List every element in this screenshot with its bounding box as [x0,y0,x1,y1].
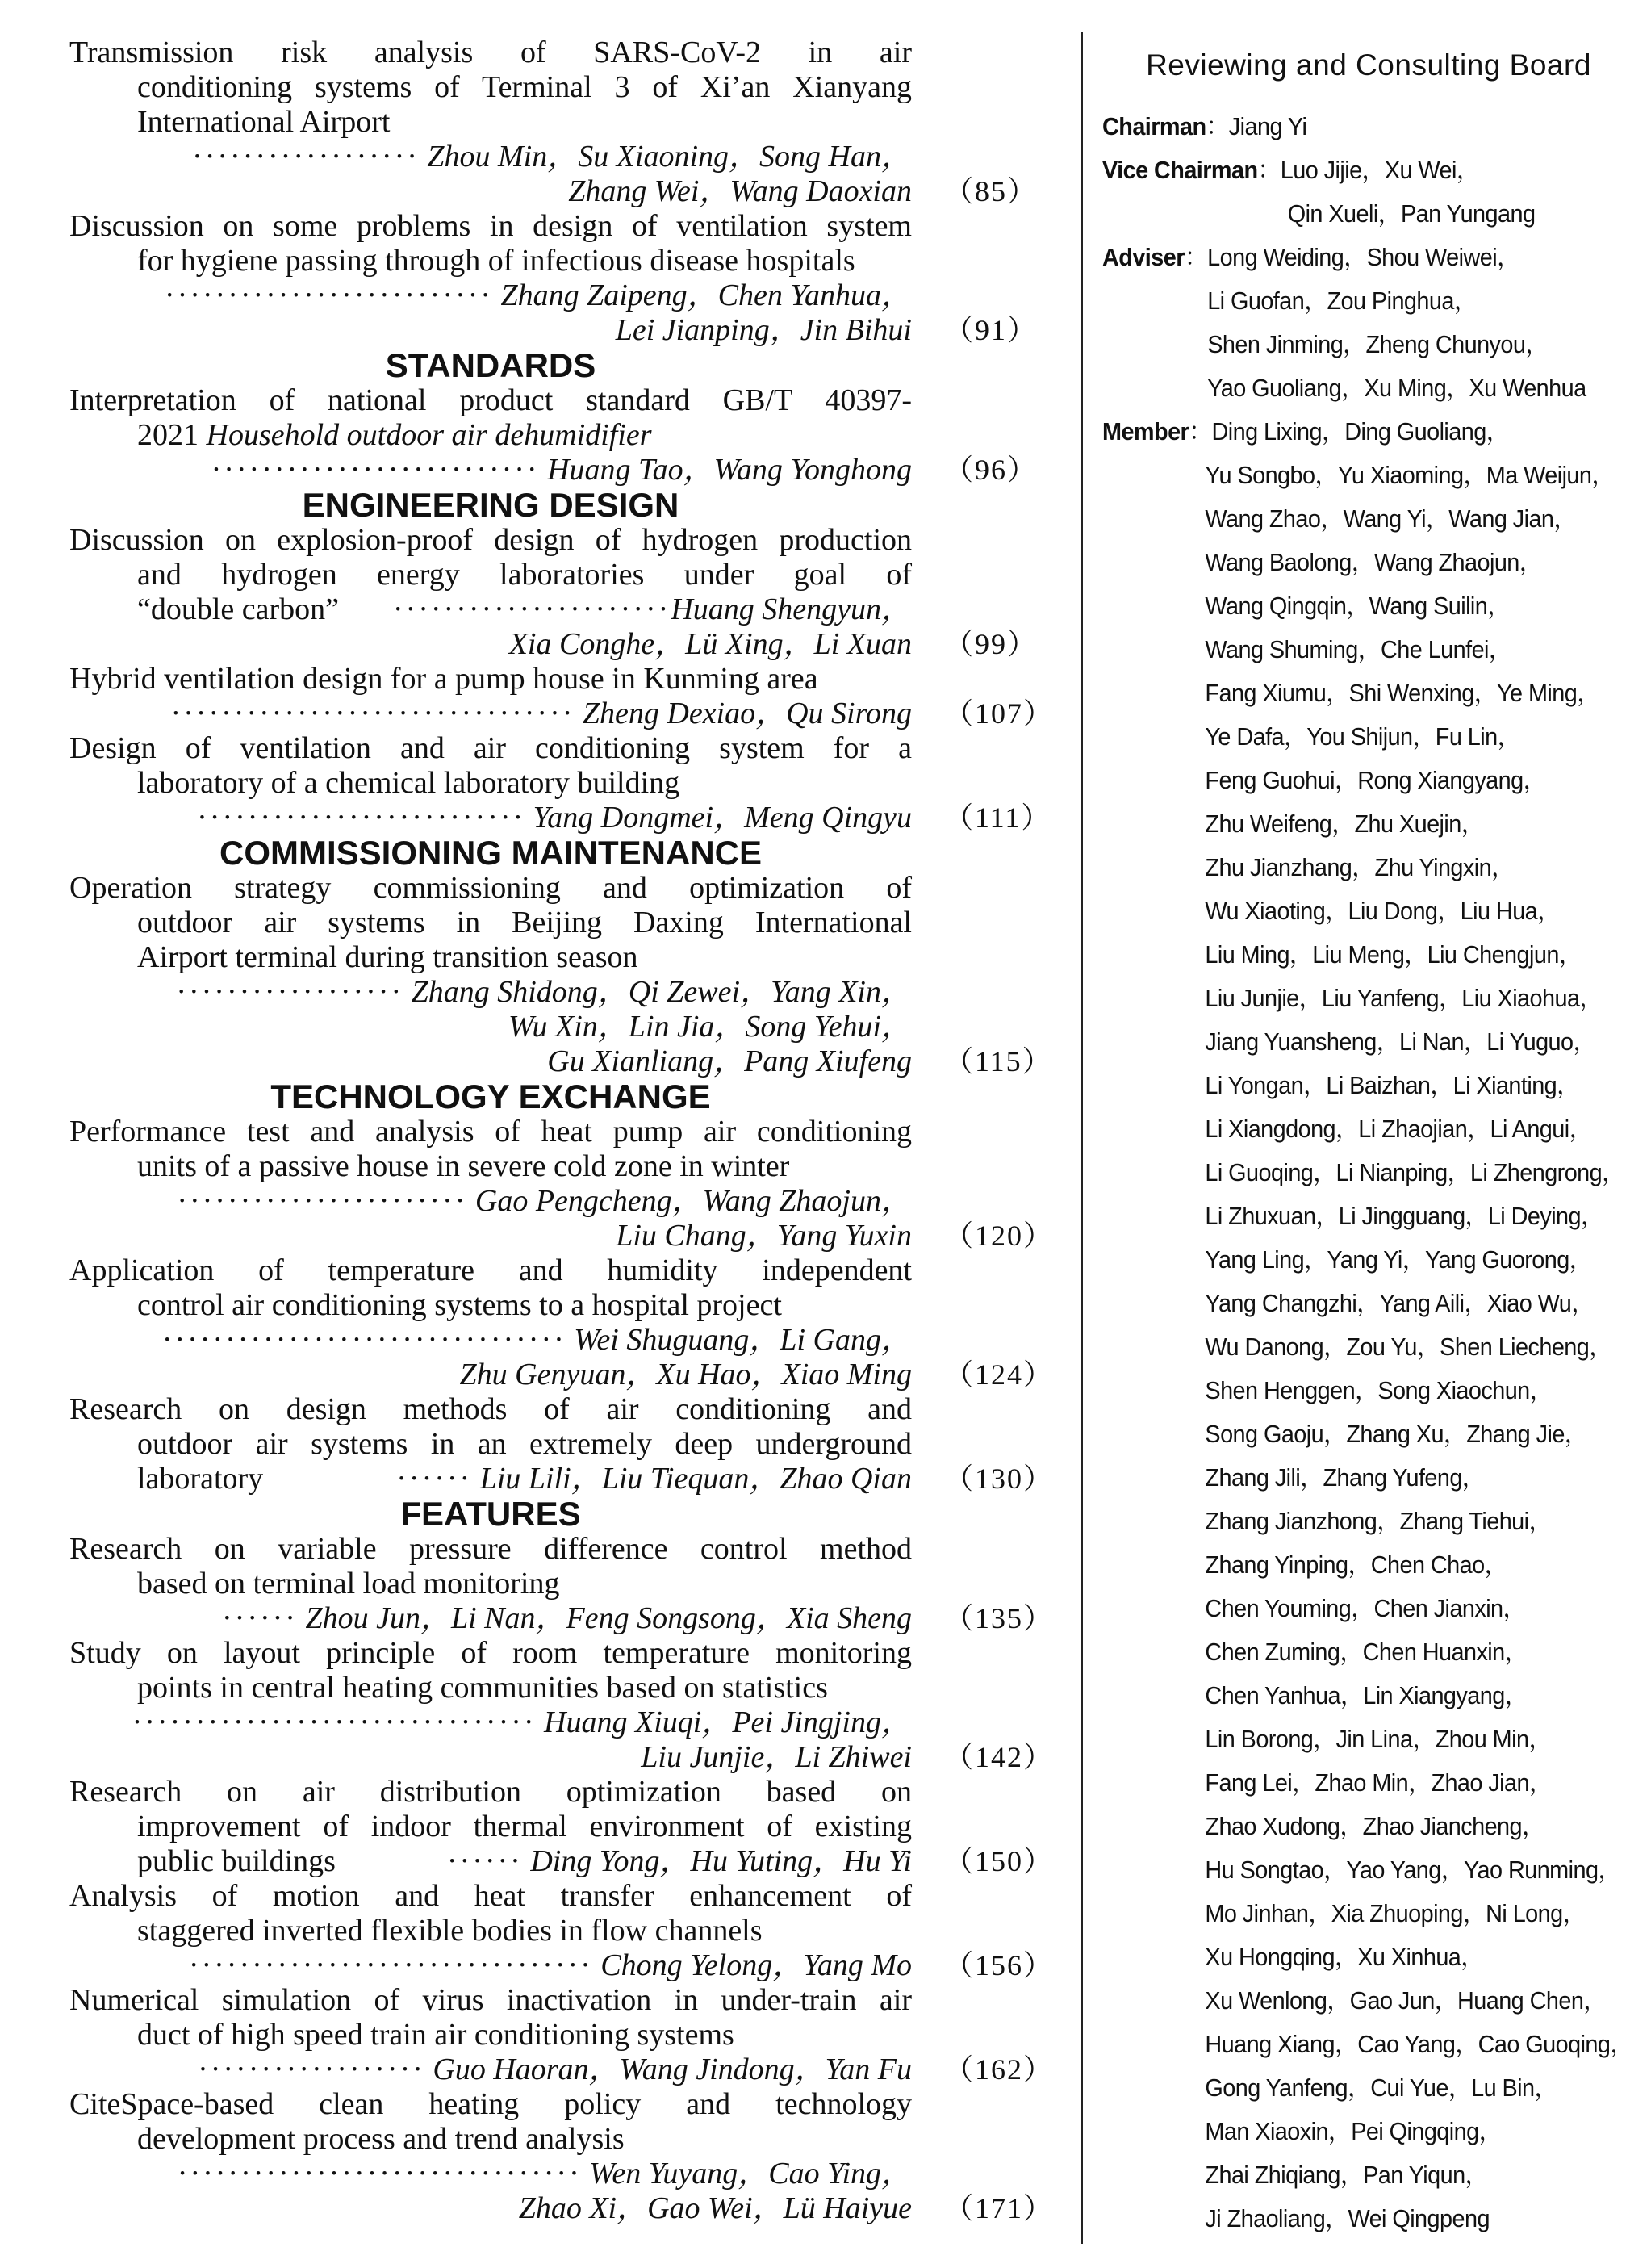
page-number: （135） [944,1602,1055,1634]
title-text: Airport terminal during transition season [137,940,638,974]
board-names: Yang Changzhi，Yang Aili，Xiao Wu， [1205,1289,1595,1317]
title-text: Numerical simulation of virus inactivation in under-train air [69,1983,912,2017]
leader-dots: ································ [132,1705,537,1739]
author-names: Liu Chang，Yang Yuxin [616,1219,912,1253]
page-number: （99） [944,628,1039,660]
article-title-line [69,1288,912,1323]
article-title-line [69,1844,912,1879]
article-title-line [69,592,912,627]
board-row [1102,2110,1598,2153]
page-number: （111） [944,801,1052,834]
title-text: Research on air distribution optimization based on [69,1775,912,1809]
author-line [69,2052,912,2087]
article-title-line [69,1392,912,1427]
board-names: Shen Jinming，Zheng Chunyou， [1207,330,1549,358]
author-names: Gao Pengcheng，Wang Zhaojun， [474,1184,912,1218]
board-list [1102,105,1635,2241]
role-separator: ： [1189,417,1212,446]
board-role-member: Member [1102,417,1189,446]
board-names: Yu Songbo，Yu Xiaoming，Ma Weijun， [1205,461,1615,489]
board-names: Luo Jijie，Xu Wei， [1280,156,1480,184]
board-names: Song Gaoju，Zhang Xu，Zhang Jie， [1205,1420,1588,1448]
board-names: Qin Xueli，Pan Yungang [1287,199,1536,228]
board-row [1102,846,1598,889]
board-names: Long Weiding，Shou Weiwei， [1207,243,1520,271]
board-row [1102,366,1598,410]
article-title-line [69,2018,912,2052]
board-names: Wang Baolong，Wang Zhaojun， [1205,548,1543,576]
board-names: Liu Junjie，Liu Yanfeng，Liu Xiaohua， [1205,984,1603,1012]
author-names: Zhang Zaipeng，Chen Yanhua， [500,278,912,312]
board-names: Wu Xiaoting，Liu Dong，Liu Hua， [1205,897,1561,925]
title-text: points in central heating communities based on statistics [137,1671,828,1705]
board-row [1102,2023,1633,2066]
board-names: Li Guofan，Zou Pinghua， [1207,287,1478,315]
author-line [69,1740,912,1775]
author-names: Yang Dongmei，Meng Qingyu [533,801,912,835]
title-text: “double carbon” [137,592,340,626]
toc-entry [69,1983,1055,2087]
section-heading: ENGINEERING DESIGN [302,486,679,524]
board-row [1102,977,1603,1020]
board-row [1102,1500,1598,1543]
board-names: Shen Henggen，Song Xiaochun， [1205,1376,1553,1404]
article-title-line [69,418,912,453]
article-title-line [69,662,912,697]
board-row [1102,1805,1598,1848]
author-names: Wei Shuguang，Li Gang， [574,1323,912,1357]
board-names: Hu Songtao，Yao Yang，Yao Runming， [1205,1856,1621,1884]
title-text: CiteSpace-based clean heating policy and technology [69,2087,912,2121]
board-row [1102,149,1598,192]
article-title-line [69,940,912,975]
article-title-line [69,1775,912,1810]
leader-dots: ································ [161,1323,566,1357]
article-title-line [69,1427,912,1462]
board-row [1102,1282,1598,1325]
article-title-line [69,383,912,418]
article-title-line [69,871,912,906]
leader-dots: ·························· [197,801,526,835]
author-line [69,174,912,209]
board-row [1102,1020,1598,1064]
title-text: laboratory [137,1462,264,1496]
title-text: Research on variable pressure difference control method [69,1532,912,1566]
article-title-line [69,523,912,558]
board-row [1102,1892,1598,1935]
title-text: Design of ventilation and air conditioning system for a [69,731,912,765]
title-text: units of a passive house in severe cold zone in winter [137,1149,790,1183]
section-heading: TECHNOLOGY EXCHANGE [270,1078,711,1115]
title-text: Hybrid ventilation design for a pump house in Kunming area [69,662,818,696]
board-row [1102,1064,1598,1107]
board-names: Zhang Jianzhong，Zhang Tiehui， [1205,1507,1552,1535]
board-row [1102,1456,1598,1500]
author-names: Huang Shengyun， [671,592,912,626]
author-line [69,801,912,835]
title-text: duct of high speed train air conditioning systems [137,2018,734,2052]
toc-entry [69,1636,1055,1775]
board-names: Wu Danong，Zou Yu，Shen Liecheng， [1205,1333,1612,1361]
page-number: （91） [944,314,1039,346]
title-text: and hydrogen energy laboratories under goal of [137,558,912,592]
board-row [1102,1848,1621,1892]
board-row [1102,933,1598,977]
board-names: Fang Lei，Zhao Min，Zhao Jian， [1205,1768,1553,1797]
leader-dots: ······················ [392,592,671,626]
leader-dots: ·························· [164,278,493,312]
board-names: Zhao Xudong，Zhao Jiancheng， [1205,1812,1545,1840]
board-role-adviser: Adviser [1102,243,1185,271]
board-names: Wang Zhao，Wang Yi，Wang Jian， [1205,504,1577,533]
article-title-line [69,105,912,140]
title-text: Performance test and analysis of heat pump air conditioning [69,1115,912,1149]
article-title-line [69,209,912,244]
author-line [69,1601,912,1636]
board-row [1102,628,1598,672]
article-title-line [69,558,912,592]
board-names: Jiang Yuansheng，Li Nan，Li Yuguo， [1205,1027,1596,1056]
author-line [69,140,912,174]
title-text: for hygiene passing through of infectious disease hospitals [137,244,855,278]
title-text: International Airport [137,105,391,139]
title-text: laboratory of a chemical laboratory building [137,766,680,800]
board-names: Fang Xiumu，Shi Wenxing，Ye Ming， [1205,679,1600,707]
board-title: Reviewing and Consulting Board [1146,48,1591,82]
article-title-line [69,70,912,105]
article-title-line [69,906,912,940]
section-heading: STANDARDS [385,346,596,384]
page-number: （96） [944,454,1039,486]
board-role-chairman: Chairman [1102,112,1206,140]
title-text: Application of temperature and humidity independent [69,1253,912,1287]
title-italic: Household outdoor air dehumidifier [206,418,652,452]
leader-dots: ································ [177,2157,582,2191]
author-names: Chong Yelong，Yang Mo [600,1948,912,1982]
title-text: Analysis of motion and heat transfer enhancement of [69,1879,912,1913]
table-of-contents [69,36,1062,2226]
article-title-line [69,1532,912,1567]
title-text: development process and trend analysis [137,2122,625,2156]
board-names: Zhu Weifeng，Zhu Xuejin， [1205,810,1485,838]
author-line [69,453,912,487]
board-row [1102,236,1598,279]
board-row [1102,889,1598,933]
toc-entry [69,871,1053,1079]
board-names: Li Yongan，Li Baizhan，Li Xianting， [1205,1071,1580,1099]
toc-entry [69,662,1055,731]
author-names: Ding Yong，Hu Yuting，Hu Yi [530,1844,912,1878]
page-number: （115） [944,1045,1053,1078]
title-text: Operation strategy commissioning and optimization of [69,871,912,905]
title-text: Discussion on some problems in design of ventilation system [69,209,912,243]
board-row [1102,410,1598,454]
board-names: Ding Lixing，Ding Guoliang， [1211,417,1509,446]
author-names: Guo Haoran，Wang Jindong，Yan Fu [433,2052,912,2086]
toc-entry [69,2087,1055,2226]
article-title-line [69,1914,912,1948]
article-title-line [69,1983,912,2018]
toc-entry [69,36,1039,209]
board-names: Li Xiangdong，Li Zhaojian，Li Angui， [1205,1115,1592,1143]
board-row [1102,759,1598,802]
article-title-line [69,2122,912,2157]
author-line [69,2157,912,2191]
board-row [1102,584,1598,628]
role-separator: ： [1184,243,1208,271]
article-title-line [69,766,912,801]
column-divider [1081,32,1083,2244]
board-names: Chen Youming，Chen Jianxin， [1205,1594,1526,1622]
board-row [1102,1412,1598,1456]
title-text: 2021 [137,418,207,452]
board-names: Zhai Zhiqiang，Pan Yiqun， [1205,2161,1488,2189]
board-names: Liu Ming，Liu Meng，Liu Chengjun， [1205,940,1582,969]
leader-dots: ·························· [211,453,540,487]
article-title-line [69,1810,912,1844]
board-names: Wang Qingqin，Wang Suilin， [1205,592,1511,620]
board-row [1102,1238,1598,1282]
board-row [1102,1195,1604,1238]
board-names: Yao Guoliang，Xu Ming，Xu Wenhua [1207,374,1586,402]
board-names: Li Guoqing，Li Nianping，Li Zhengrong， [1205,1158,1625,1186]
board-names: Zhang Yinping，Chen Chao， [1205,1550,1507,1579]
page-number: （130） [944,1462,1055,1495]
title-text: outdoor air systems in Beijing Daxing International [137,906,912,939]
author-line [69,1358,912,1392]
article-title-line [69,1253,912,1288]
toc-entry [69,1115,1055,1253]
article-title-line [69,1567,912,1601]
title-text: improvement of indoor thermal environment of existing [137,1810,912,1843]
board-names: Ji Zhaoliang，Wei Qingpeng [1205,2204,1490,2232]
leader-dots: ································ [188,1948,593,1982]
article-title-line [69,1671,912,1705]
article-title-line [69,36,912,70]
author-names: Wu Xin，Lin Jia，Song Yehui， [508,1010,912,1044]
board-row [1102,1107,1598,1151]
author-line [69,1184,912,1219]
leader-dots: ······ [222,1601,298,1635]
title-text: Discussion on explosion-proof design of hydrogen production [69,523,912,557]
board-row [1102,497,1598,541]
board-names: Mo Jinhan，Xia Zhuoping，Ni Long， [1205,1899,1586,1927]
article-title-line [69,244,912,278]
board-names: Chen Yanhua，Lin Xiangyang， [1205,1681,1528,1709]
section-heading: COMMISSIONING MAINTENANCE [219,834,762,872]
board-names: Wang Shuming，Che Lunfei， [1205,635,1512,663]
author-names: Xia Conghe，Lü Xing，Li Xuan [508,627,912,661]
page-number: （156） [944,1949,1055,1981]
article-title-line [69,1636,912,1671]
board-row [1102,1979,1607,2023]
toc-entry [69,523,1039,662]
author-line [69,1948,912,1983]
leader-dots: ······················· [177,1184,468,1218]
reviewing-consulting-board [1102,40,1635,2241]
author-names: Zhang Wei，Wang Daoxian [568,174,912,208]
board-row [1102,2197,1598,2241]
title-text: Transmission risk analysis of SARS-CoV-2 in air [69,36,912,69]
page-number: （150） [944,1845,1055,1877]
board-row [1102,541,1598,584]
board-row [1102,1325,1612,1369]
author-names: Liu Lili，Liu Tiequan，Zhao Qian [479,1462,912,1496]
board-row [1102,2153,1598,2197]
author-names: Zhao Xi，Gao Wei，Lü Haiyue [518,2191,912,2225]
author-line [69,1219,912,1253]
title-text: based on terminal load monitoring [137,1567,560,1601]
toc-entry [69,1879,1055,1983]
article-title-line [69,1115,912,1149]
leader-dots: ······ [396,1462,473,1496]
leader-dots: ·················· [176,975,404,1009]
title-text: staggered inverted flexible bodies in flow channels [137,1914,763,1948]
author-names: Wen Yuyang，Cao Ying， [589,2157,912,2191]
author-names: Zhou Min，Su Xiaoning，Song Han， [427,140,912,174]
board-row [1102,192,1598,236]
author-line [69,975,912,1010]
page-number: （120） [944,1220,1055,1252]
author-line [69,1323,912,1358]
toc-entry [69,1253,1055,1392]
page-number: （107） [944,697,1055,730]
author-names: Liu Junjie，Li Zhiwei [641,1740,912,1774]
board-row [1102,1151,1625,1195]
board-names: Li Zhuxuan，Li Jingguang，Li Deying， [1205,1202,1604,1230]
leader-dots: ······ [446,1844,523,1878]
board-row [1102,802,1598,846]
author-line [69,313,912,348]
title-text: public buildings [137,1844,336,1878]
role-separator: ： [1206,112,1229,140]
toc-entry [69,383,1039,487]
author-names: Gu Xianliang，Pang Xiufeng [547,1044,912,1078]
board-row [1102,1935,1598,1979]
board-row [1102,672,1598,715]
title-text: Interpretation of national product standard GB/T 40397- [69,383,912,417]
board-role-vice-chairman: Vice Chairman [1102,156,1258,184]
author-names: Zhou Jun，Li Nan，Feng Songsong，Xia Sheng [305,1601,912,1635]
board-row [1102,1587,1598,1630]
author-line [69,1010,912,1044]
author-inline [447,1844,912,1879]
author-line [69,1705,912,1740]
toc-entry [69,731,1052,835]
board-row [1102,1674,1598,1718]
author-line [69,278,912,313]
board-names: Zhu Jianzhang，Zhu Yingxin， [1205,853,1515,881]
article-title-line [69,2087,912,2122]
page-number: （124） [944,1358,1055,1391]
board-names: Chen Zuming，Chen Huanxin， [1205,1638,1528,1666]
toc-entry [69,209,1039,348]
author-line [69,627,912,662]
title-text: Research on design methods of air conditioning and [69,1392,912,1426]
page-number: （171） [944,2192,1055,2224]
board-names: Lin Borong，Jin Lina，Zhou Min， [1205,1725,1552,1753]
toc-entry [69,1775,1055,1879]
author-names: Zhu Genyuan，Xu Hao，Xiao Ming [459,1358,912,1391]
board-row [1102,1718,1598,1761]
article-title-line [69,731,912,766]
article-title-line [69,1149,912,1184]
board-row [1102,1369,1598,1412]
board-row [1102,105,1598,149]
toc-entry [69,1392,1055,1496]
leader-dots: ································ [170,697,575,730]
board-row [1102,2066,1598,2110]
board-row [1102,1761,1598,1805]
author-line [69,1044,912,1079]
title-text: conditioning systems of Terminal 3 of Xi’an Xianyang [137,70,912,104]
author-names: Zheng Dexiao，Qu Sirong [582,697,912,730]
title-text: outdoor air systems in an extremely deep underground [137,1427,912,1461]
title-text: control air conditioning systems to a hospital project [137,1288,782,1322]
section-heading: FEATURES [400,1495,581,1533]
leader-dots: ·················· [192,140,420,174]
page-number: （142） [944,1741,1055,1773]
board-row [1102,715,1598,759]
board-names: Xu Hongqing，Xu Xinhua， [1205,1943,1484,1971]
author-line [69,2191,912,2226]
board-names: Ye Dafa，You Shijun，Fu Lin， [1205,722,1520,751]
article-title-line [69,1462,912,1496]
board-names: Gong Yanfeng，Cui Yue，Lu Bin， [1205,2073,1557,2102]
board-names: Xu Wenlong，Gao Jun，Huang Chen， [1205,1986,1607,2015]
role-separator: ： [1257,156,1281,184]
board-row [1102,1543,1598,1587]
leader-dots: ·················· [198,2052,425,2086]
author-line [69,697,912,731]
author-inline [396,1462,912,1496]
author-inline [393,592,912,627]
title-text: Study on layout principle of room temperature monitoring [69,1636,912,1670]
board-row [1102,323,1598,366]
board-names: Jiang Yi [1228,112,1307,140]
board-names: Zhang Jili，Zhang Yufeng， [1205,1463,1486,1492]
toc-entry [69,1532,1055,1636]
board-names: Huang Xiang，Cao Yang，Cao Guoqing， [1205,2030,1633,2058]
article-title-line [69,1879,912,1914]
page-number: （162） [944,2053,1055,2086]
board-names: Man Xiaoxin，Pei Qingqing， [1205,2117,1502,2145]
author-names: Zhang Shidong，Qi Zewei，Yang Xin， [411,975,912,1009]
board-names: Yang Ling，Yang Yi，Yang Guorong， [1205,1245,1592,1274]
board-row [1102,1630,1598,1674]
author-names: Huang Tao，Wang Yonghong [547,453,912,487]
board-row [1102,279,1598,323]
author-names: Huang Xiuqi，Pei Jingjing， [544,1705,912,1739]
author-names: Lei Jianping，Jin Bihui [615,313,912,347]
board-row [1102,454,1615,497]
page-number: （85） [944,175,1039,207]
board-names: Feng Guohui，Rong Xiangyang， [1205,766,1546,794]
